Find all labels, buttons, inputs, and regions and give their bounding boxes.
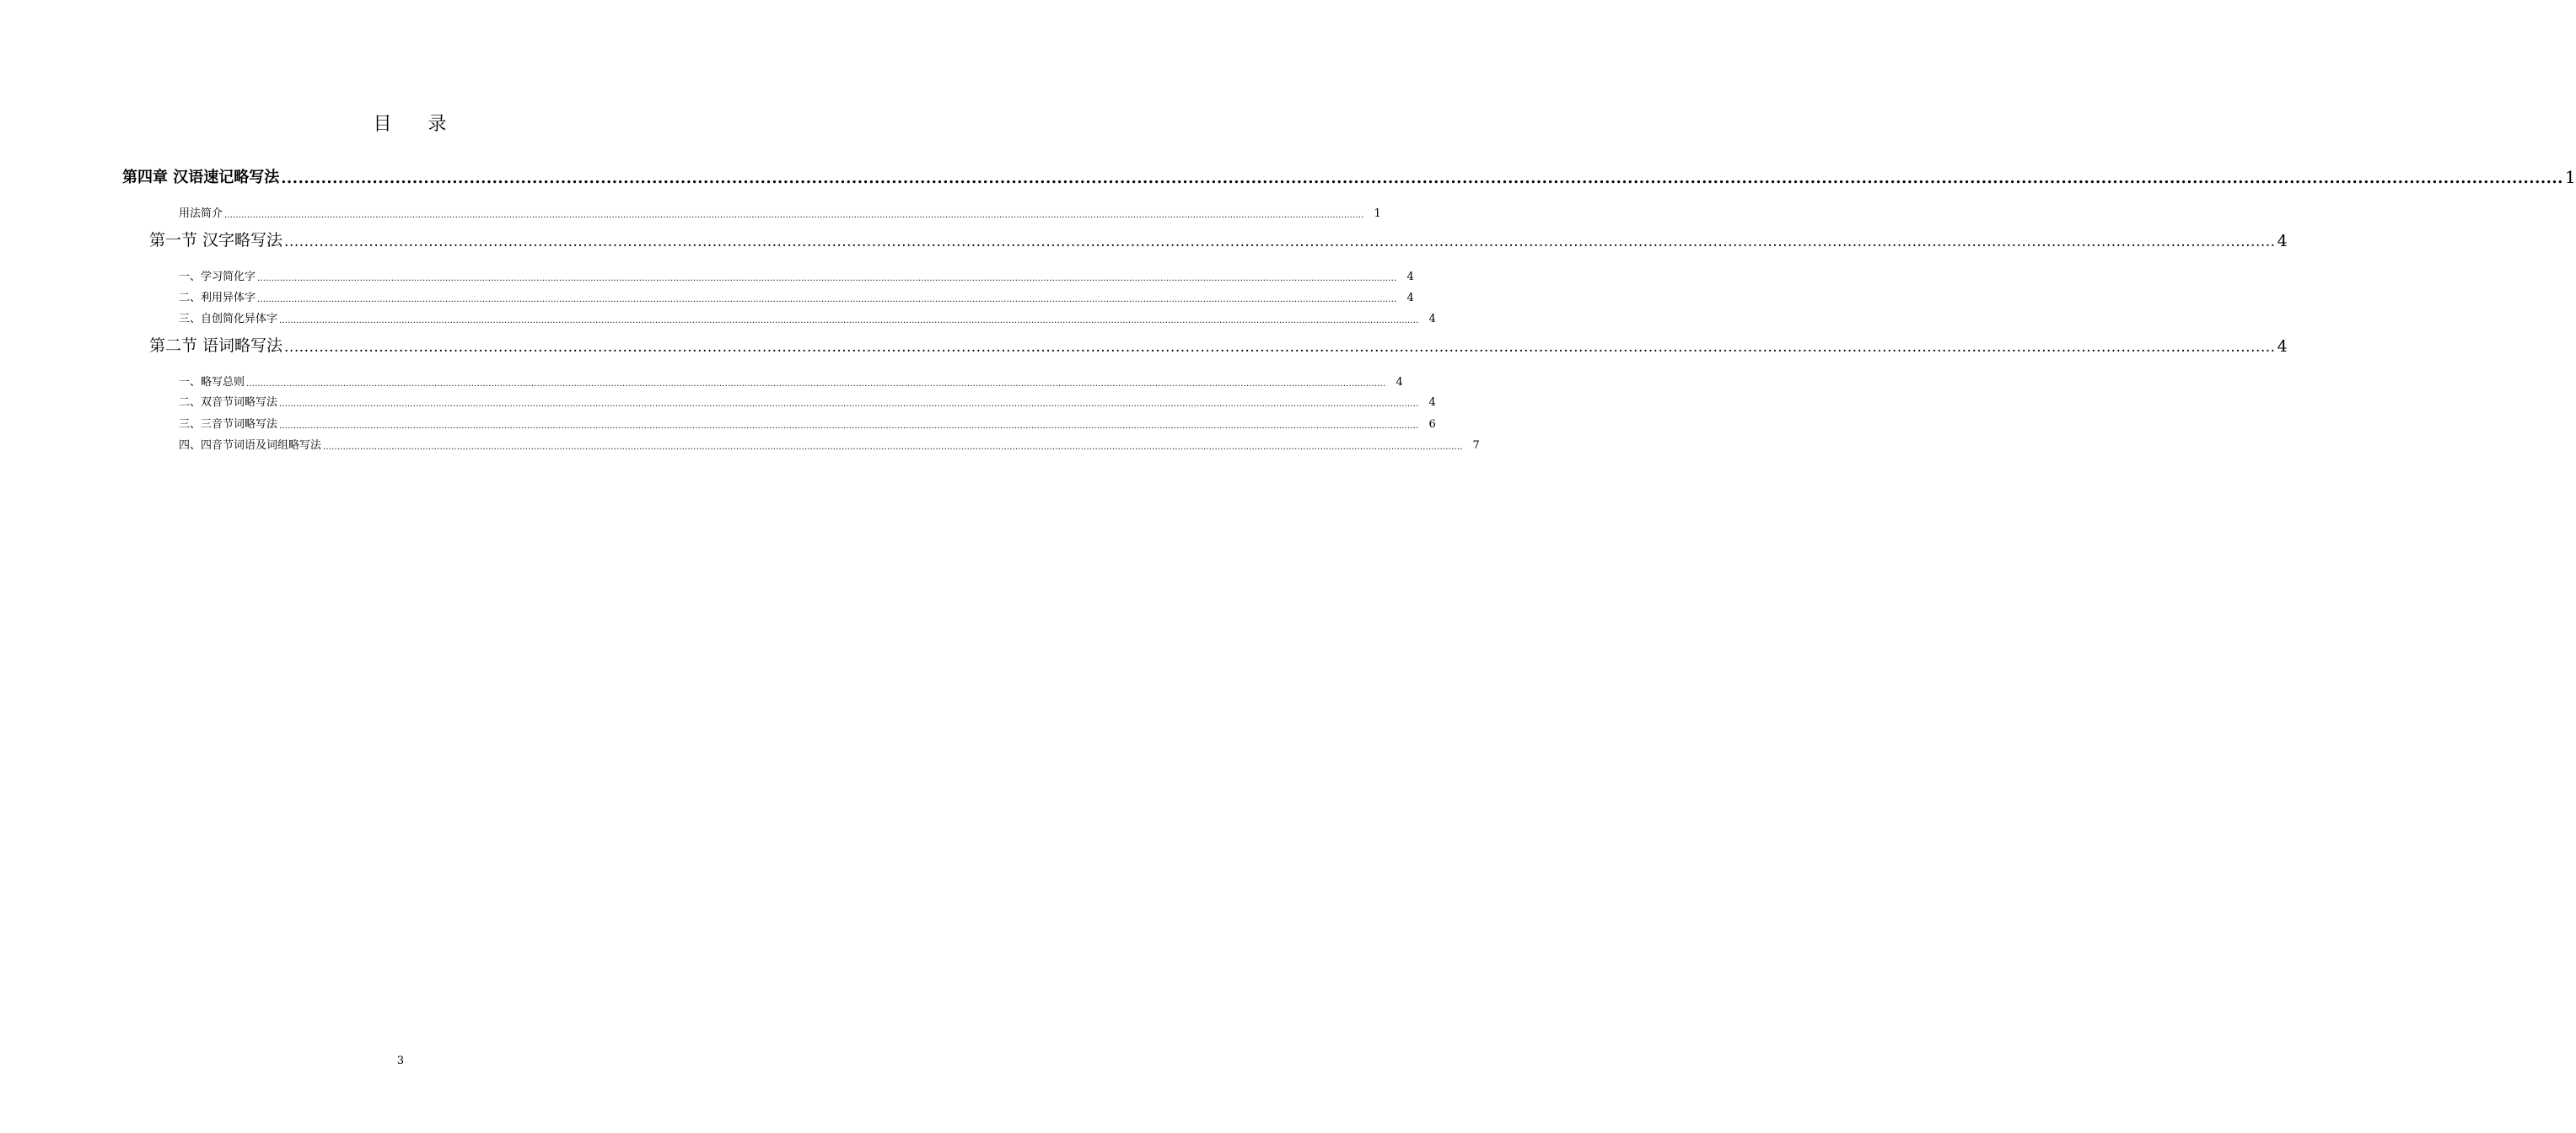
dot-leader: ................................................................................................................................................................................................................................................................................................................................................................................................................	[284, 339, 2276, 356]
toc-entry-label: 二、利用异体字	[179, 292, 256, 304]
dot-leader: ................................................................................................................................................................................................................................................................................................................................................................................................................	[279, 422, 1419, 431]
toc-entry-item[interactable]	[179, 437, 1480, 452]
toc-entry-page: 4	[1428, 396, 1436, 409]
dot-leader: ................................................................................................................................................................................................................................................................................................................................................................................................................	[279, 400, 1419, 409]
toc-entry-label: 二、双音节词略写法	[179, 396, 278, 409]
toc-entry-item[interactable]	[179, 394, 1436, 409]
dot-leader: ................................................................................................................................................................................................................................................................................................................................................................................................................	[224, 211, 1364, 220]
toc-entry-label: 用法简介	[179, 207, 223, 220]
page-number: 3	[396, 1055, 405, 1067]
toc-entry-item[interactable]	[179, 373, 1403, 389]
toc-entry-item[interactable]	[179, 289, 1414, 304]
toc-entry-page: 1	[1374, 207, 1381, 220]
toc-entry-page: 4	[2277, 337, 2288, 356]
dot-leader: ................................................................................................................................................................................................................................................................................................................................................................................................................	[284, 234, 2276, 250]
toc-entry-chapter[interactable]	[122, 165, 2576, 187]
dot-leader: ................................................................................................................................................................................................................................................................................................................................................................................................................	[281, 169, 2563, 187]
dot-leader: ................................................................................................................................................................................................................................................................................................................................................................................................................	[246, 379, 1386, 389]
toc-entry-item[interactable]	[179, 310, 1436, 325]
toc-entry-page: 4	[1428, 313, 1436, 325]
toc-entry-page: 4	[1396, 376, 1403, 389]
toc-entry-page: 4	[2277, 232, 2288, 250]
toc-entry-label: 第二节 语词略写法	[149, 336, 283, 355]
toc-entry-label: 第一节 汉字略写法	[149, 231, 283, 250]
toc-entry-label: 三、三音节词略写法	[179, 418, 278, 431]
toc-entry-label: 第四章 汉语速记略写法	[122, 169, 280, 186]
toc-entry-item[interactable]	[179, 268, 1414, 283]
toc-entry-label: 一、略写总则	[179, 376, 245, 389]
dot-leader: ................................................................................................................................................................................................................................................................................................................................................................................................................	[257, 274, 1397, 283]
toc-entry-page: 7	[1472, 439, 1480, 452]
toc-entry-label: 三、自创简化异体字	[179, 313, 278, 325]
toc-entry-item[interactable]	[179, 416, 1436, 431]
toc-entry-intro[interactable]	[179, 205, 1381, 220]
dot-leader: ................................................................................................................................................................................................................................................................................................................................................................................................................	[279, 316, 1419, 325]
toc-entry-section-1[interactable]	[149, 230, 2288, 250]
dot-leader: ................................................................................................................................................................................................................................................................................................................................................................................................................	[257, 295, 1397, 304]
toc-entry-label: 一、学习简化字	[179, 271, 256, 283]
toc-title: 目 录	[373, 114, 462, 135]
toc-entry-page: 4	[1406, 292, 1414, 304]
dot-leader: ................................................................................................................................................................................................................................................................................................................................................................................................................	[323, 443, 1463, 452]
toc-entry-section-2[interactable]	[149, 336, 2288, 356]
toc-entry-label: 四、四音节词语及词组略写法	[179, 439, 322, 452]
toc-entry-page: 4	[1406, 271, 1414, 283]
toc-entry-page: 6	[1428, 418, 1436, 431]
toc-entry-page: 1	[2564, 167, 2576, 187]
